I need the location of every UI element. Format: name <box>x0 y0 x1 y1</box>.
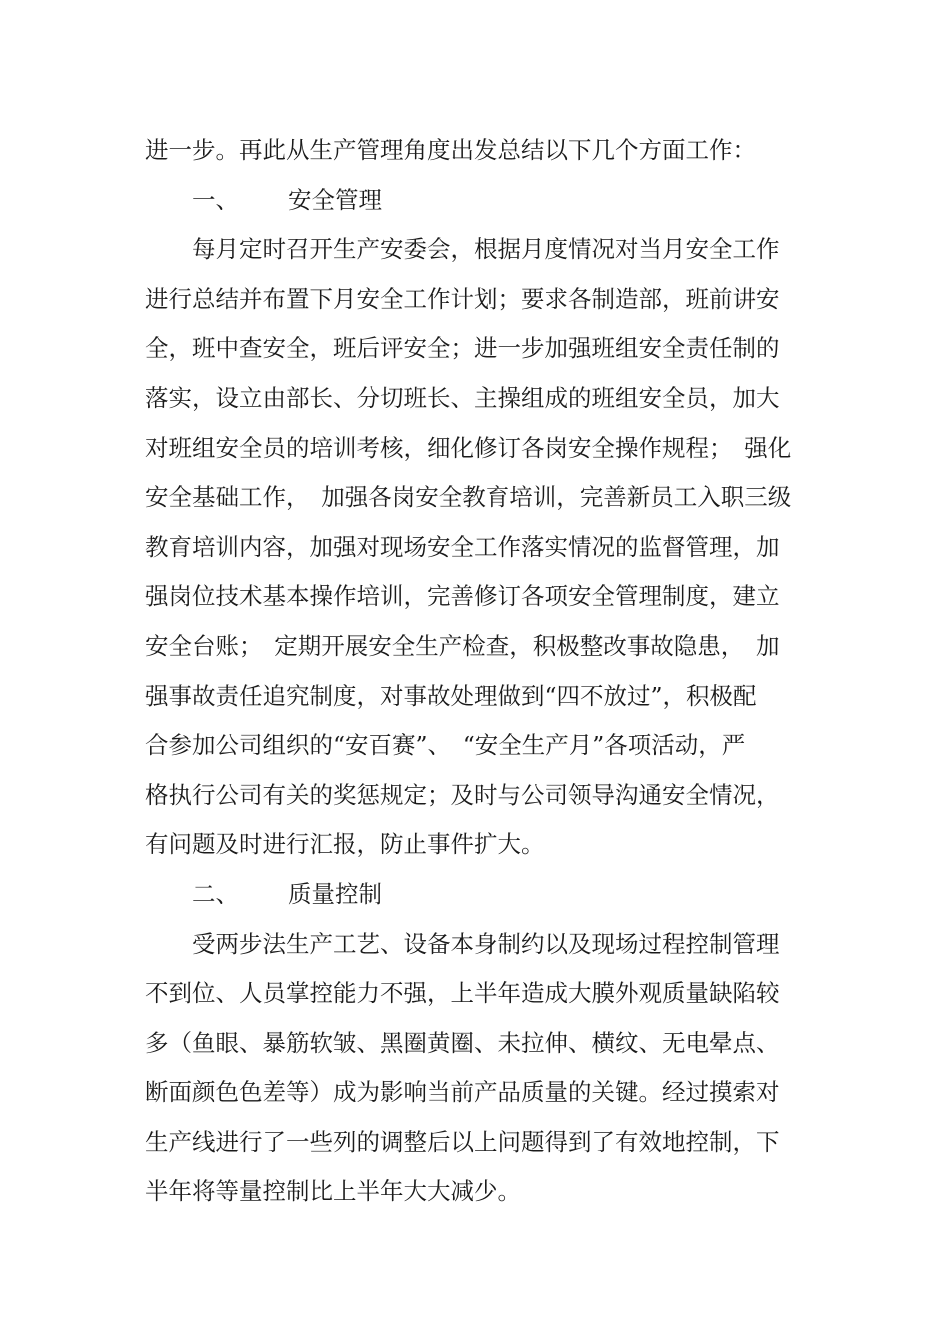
paragraph-line: 安全台账； 定期开展安全生产检查，积极整改事故隐患， 加 <box>145 631 780 660</box>
paragraph-line: 受两步法生产工艺、设备本身制约以及现场过程控制管理 <box>145 929 780 958</box>
section-number: 二、 <box>192 879 239 908</box>
paragraph-line: 对班组安全员的培训考核，细化修订各岗安全操作规程； 强化 <box>145 433 792 462</box>
paragraph-line: 每月定时召开生产安委会，根据月度情况对当月安全工作 <box>145 235 780 264</box>
paragraph-line: 安全基础工作， 加强各岗安全教育培训，完善新员工入职三级 <box>145 483 792 512</box>
section-number: 一、 <box>192 185 239 214</box>
paragraph-line: 落实，设立由部长、分切班长、主操组成的班组安全员，加大 <box>145 383 780 412</box>
section-title: 质量控制 <box>288 879 382 908</box>
section-heading-quality <box>145 870 805 920</box>
paragraph-line: 合参加公司组织的“安百赛”、 “安全生产月”各项活动，严 <box>145 731 746 760</box>
paragraph-line: 格执行公司有关的奖惩规定；及时与公司领导沟通安全情况， <box>145 780 780 809</box>
paragraph-line: 半年将等量控制比上半年大大减少。 <box>145 1177 521 1206</box>
paragraph-line: 多（鱼眼、暴筋软皱、黑圈黄圈、未拉伸、横纹、无电晕点、 <box>145 1028 780 1057</box>
section-title: 安全管理 <box>288 185 382 214</box>
document-body <box>145 126 805 1217</box>
paragraph-line: 强岗位技术基本操作培训，完善修订各项安全管理制度，建立 <box>145 582 780 611</box>
paragraph-line: 不到位、人员掌控能力不强，上半年造成大膜外观质量缺陷较 <box>145 979 780 1008</box>
paragraph-line: 断面颜色色差等）成为影响当前产品质量的关键。经过摸索对 <box>145 1078 780 1107</box>
section-heading-safety <box>145 176 805 226</box>
paragraph-line: 教育培训内容，加强对现场安全工作落实情况的监督管理，加 <box>145 532 780 561</box>
paragraph-line: 进行总结并布置下月安全工作计划；要求各制造部，班前讲安 <box>145 284 780 313</box>
paragraph-line: 全，班中查安全，班后评安全；进一步加强班组安全责任制的 <box>145 334 780 363</box>
paragraph-line: 强事故责任追究制度，对事故处理做到“四不放过”，积极配 <box>145 681 757 710</box>
paragraph-line: 有问题及时进行汇报，防止事件扩大。 <box>145 830 545 859</box>
paragraph-line: 生产线进行了一些列的调整后以上问题得到了有效地控制，下 <box>145 1127 780 1156</box>
intro-line: 进一步。再此从生产管理角度出发总结以下几个方面工作： <box>145 136 756 164</box>
